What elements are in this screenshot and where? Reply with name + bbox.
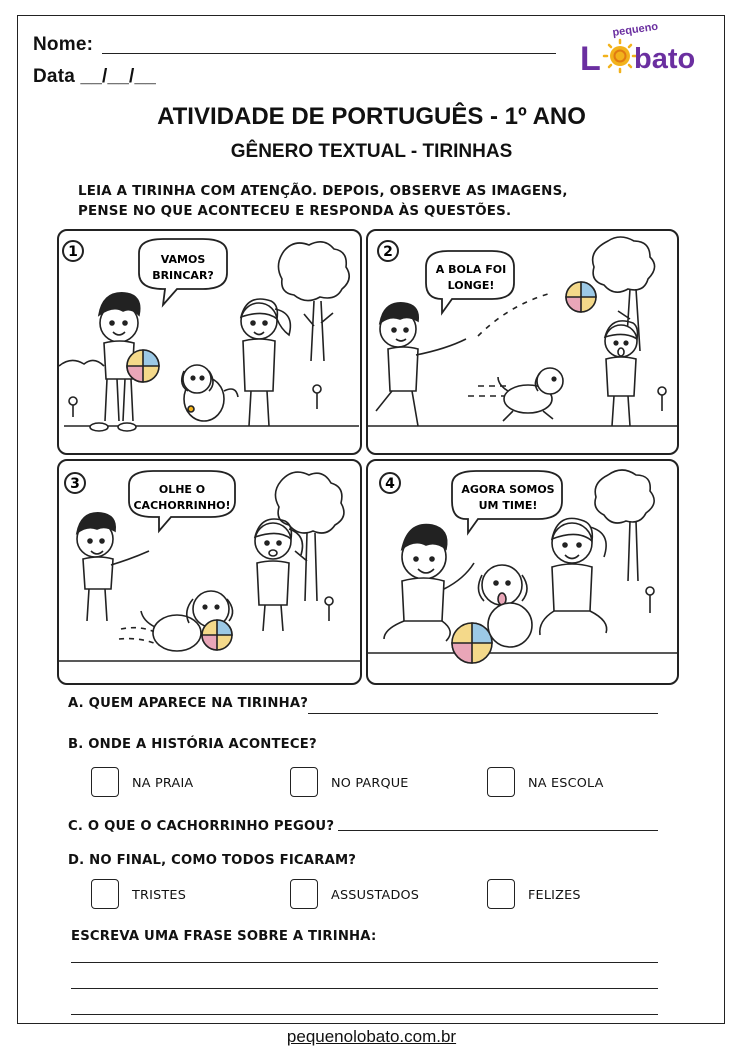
panel-number: 1 — [68, 244, 78, 260]
option-label: ASSUSTADOS — [331, 888, 420, 903]
question-b: B. ONDE A HISTÓRIA ACONTECE? — [68, 737, 317, 752]
svg-text:L: L — [580, 40, 601, 78]
answer-line-a[interactable] — [308, 713, 658, 714]
logo-top-text: pequeno — [611, 20, 659, 39]
date-label: Data __/__/__ — [33, 66, 157, 87]
speech-line: LONGE! — [447, 279, 495, 292]
panel-number: 2 — [383, 244, 393, 260]
comic-panel-3 — [57, 459, 362, 685]
question-c: C. O QUE O CACHORRINHO PEGOU? — [68, 819, 335, 834]
svg-text:bato: bato — [634, 43, 696, 75]
comic-panel-2 — [366, 229, 679, 455]
answer-line-c[interactable] — [338, 830, 658, 831]
option-label: NA ESCOLA — [528, 776, 604, 791]
option-label: TRISTES — [132, 888, 187, 903]
name-line[interactable] — [102, 53, 556, 54]
page-subtitle: GÊNERO TEXTUAL - TIRINHAS — [230, 141, 513, 162]
pequeno-lobato-logo — [578, 20, 713, 80]
checkbox-no-parque[interactable] — [290, 767, 318, 797]
checkbox-na-praia[interactable] — [91, 767, 119, 797]
speech-line: VAMOS — [160, 253, 206, 266]
option-label: FELIZES — [528, 888, 581, 903]
speech-line: OLHE O — [158, 483, 206, 496]
panel-number: 4 — [385, 476, 395, 492]
instruction-line: LEIA A TIRINHA COM ATENÇÃO. DEPOIS, OBSERVE AS IMAGENS, — [78, 184, 568, 199]
option-label: NA PRAIA — [132, 776, 194, 791]
question-e: ESCREVA UMA FRASE SOBRE A TIRINHA: — [71, 929, 377, 944]
page-title: ATIVIDADE DE PORTUGUÊS - 1º ANO — [157, 103, 586, 130]
speech-line: UM TIME! — [478, 499, 538, 512]
writing-line[interactable] — [71, 988, 658, 989]
speech-line: BRINCAR? — [152, 269, 214, 282]
instruction-line: PENSE NO QUE ACONTECEU E RESPONDA ÀS QUESTÕES. — [78, 204, 512, 219]
speech-line: AGORA SOMOS — [461, 483, 555, 496]
checkbox-assustados[interactable] — [290, 879, 318, 909]
speech-line: CACHORRINHO! — [133, 499, 231, 512]
option-label: NO PARQUE — [331, 776, 409, 791]
comic-panel-1 — [57, 229, 362, 455]
question-d: D. NO FINAL, COMO TODOS FICARAM? — [68, 853, 357, 868]
footer-link[interactable]: pequenolobato.com.br — [286, 1027, 457, 1046]
writing-line[interactable] — [71, 1014, 658, 1015]
question-a: A. QUEM APARECE NA TIRINHA? — [68, 696, 309, 711]
writing-line[interactable] — [71, 962, 658, 963]
panel-number: 3 — [70, 476, 80, 492]
checkbox-felizes[interactable] — [487, 879, 515, 909]
checkbox-na-escola[interactable] — [487, 767, 515, 797]
comic-panel-4 — [366, 459, 679, 685]
instructions — [78, 182, 568, 222]
name-label: Nome: — [33, 34, 94, 55]
checkbox-tristes[interactable] — [91, 879, 119, 909]
speech-line: A BOLA FOI — [435, 263, 507, 276]
sun-icon — [604, 40, 636, 72]
